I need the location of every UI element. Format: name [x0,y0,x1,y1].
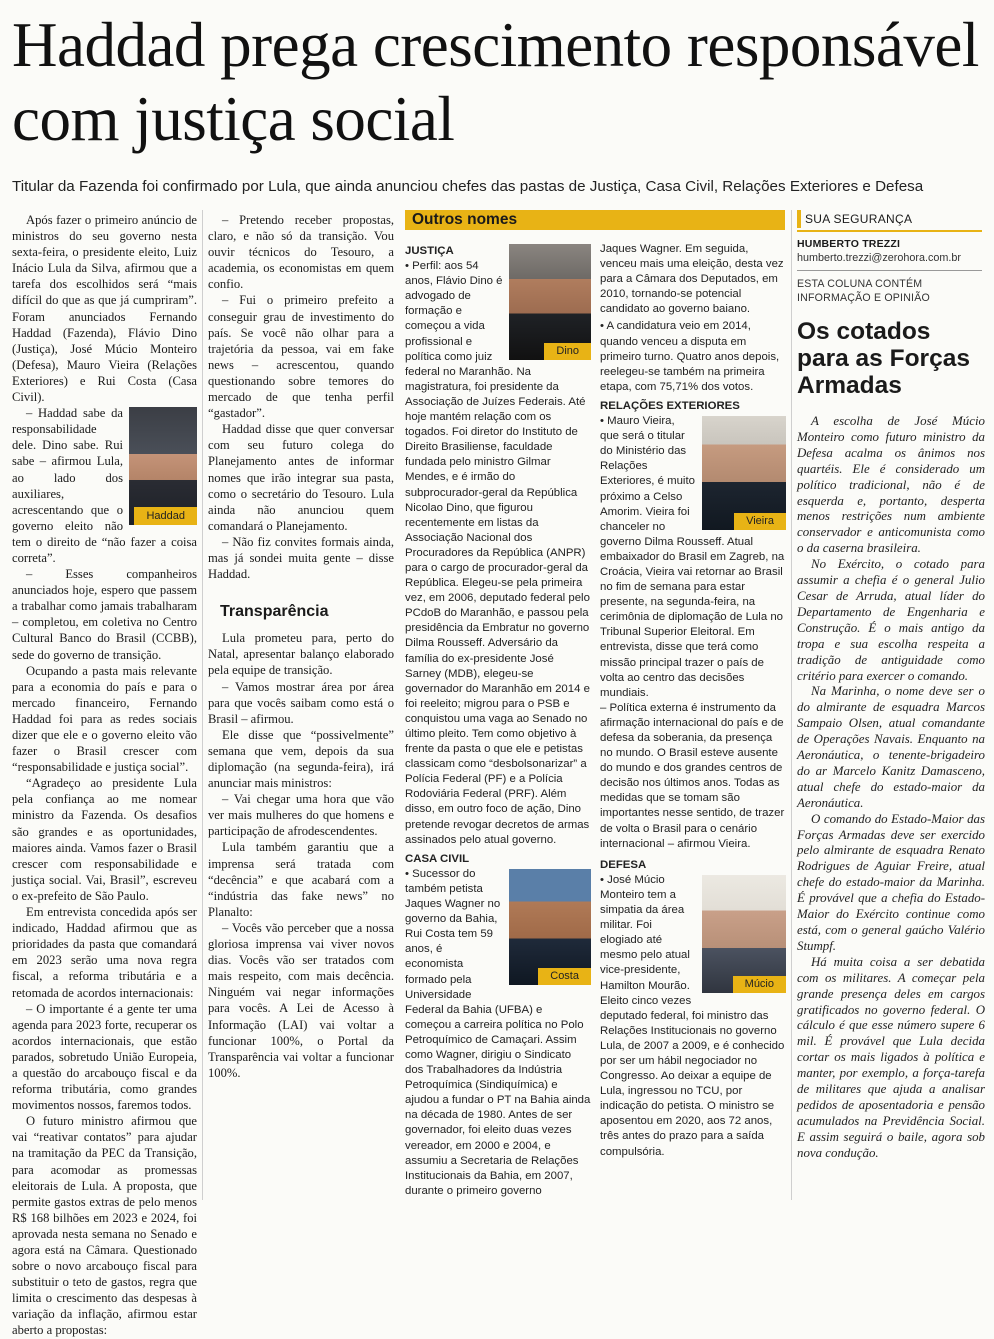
profile-text: • Mauro Vieira, que será o titular do Ministério das Relações Exteriores, é muito próximo a Celso Amorim. Vieira foi chanceler no governo Dilma Rousseff. Atual embaixador do Brasil em Zagreb, na Croácia, Vieira vai retornar ao Brasil no fim de semana para estar presente, na segunda-feira, na cerimônia de diplomação de Lula no Tribunal Superior Eleitoral. Em entrevista, disse que terá como missão principal trazer o país de volta ao centro das decisões mundiais. [600,415,785,699]
article-paragraph: Em entrevista concedida após ser indicado, Haddad afirmou que as prioridades da pasta que comandará em 2023 serão uma nova regra fiscal, a reforma tributária e a retomada de acordos internacionais: [12,905,197,1000]
dino-photo [509,244,591,360]
divider [797,270,982,271]
column-body [797,414,985,1204]
article-paragraph: “Agradeço ao presidente Lula pela confiança ao me nomear ministro da Fazenda. Os desafios são grandes e as oportunidades, maiores ainda. Vamos fazer o Brasil crescer com responsabilidade e justiça social. Vai, Brasil”, escreveu o ex-prefeito de São Paulo. [12,776,197,903]
article-paragraph: – Haddad sabe da responsabilidade dele. Dino sabe. Rui sabe – afirmou Lula, ao lado dos auxiliares, acrescentando que o governo eleito não tem o direito de “não fazer a coisa correta”. [12,406,197,565]
section-label-justica: JUSTIÇA [405,245,454,257]
haddad-photo [129,407,197,525]
outros-column-2 [600,242,786,1202]
vieira-photo [702,416,786,530]
profile-text: • Perfil: aos 54 anos, Flávio Dino é advogado de formação e começou a vida profissional e política como juiz federal no Maranhão. Na magistratura, foi presidente da Associação de Juízes Federais. Até hoje mantém relação com os togados. Foi diretor do Instituto de Direito Brasiliense, faculdade fundada pelo ministro Gilmar Mendes, e é irmão do subprocurador-geral da República Nicolao Dino, que figurou recentemente em listas da Associação Nacional dos Procuradores da República (ANPR) para o cargo de procurador-geral da República. Elegeu-se pela primeira vez, em 2006, deputado federal pelo PCdoB do Maranhão, e passou pela presidência da Embratur no governo Dilma Rousseff. Adversário da família do ex-presidente José Sarney (MDB), elegeu-se governador do Maranhão em 2014 e foi reeleito; migrou para o PSB e conquistou uma vaga ao Senado no último pleito. Tem como objetivo à frente da pasta o que ele e petistas classicam como “desbolsonarizar” a Polícia Federal (PF) e a Polícia Rodoviária Federal (PRF). Além disso, em outro foco de ação, Dino pretende revogar decretos de armas assinados pelo atual governo. [405,260,590,846]
column-divider [791,210,792,1200]
article-column-1 [12,212,197,1338]
column-paragraph: O comando do Estado-Maior das Forças Armadas deve ser exercido pelo almirante de esquadra Renato Rodrigues de Aguiar Freire, atual chefe do estado-maior da Marinha. É provável que a chefia do Estado-Maior do Exército continue como está, com o general gaúcho Valério Stumpf. [797,811,985,953]
column-paragraph: No Exército, o cotado para assumir a chefia é o general Julio Cesar de Arruda, atual líder do Departamento de Engenharia e Construção. É o mais antigo da tropa e sua escolha respeita a tradição de antiguidade como critério para exercer o comando. [797,557,985,683]
photo-caption: Costa [538,968,591,985]
photo-caption: Vieira [734,513,786,530]
article-paragraph: – Pretendo receber propostas, claro, e não só da transição. Vou ouvir técnicos do Tesouro, a academia, os economistas em quem confio. [208,213,394,292]
costa-photo [509,869,591,985]
article-paragraph: – Não fiz convites formais ainda, mas já sondei muita gente – disse Haddad. [208,534,394,582]
article-paragraph: – Vai chegar uma hora que vão ver mais mulheres do que homens e participação de afrodescendentes. [208,792,394,839]
outros-column-1 [405,242,591,1202]
article-paragraph: Ocupando a pasta mais relevante para a economia do país e para o mercado financeiro, Fernando Haddad foi para as redes sociais dizer que ele e o governo eleito vão fazer o Brasil crescer com “responsabilidade e justiça social”. [12,663,197,775]
headline: Haddad prega crescimento responsável com justiça social [12,10,979,154]
article-paragraph: Lula também garantiu que a imprensa será tratada com “decência” e que acabará com a “indústria das fake news” no Planalto: [208,840,394,919]
profile-text: • A candidatura veio em 2014, quando venceu a disputa em primeiro turno. Quatro anos depois, reelegeu-se também na primeira etapa, com 75,71% dos votos. [600,320,780,393]
columnist-email: humberto.trezzi@zerohora.com.br [797,252,961,264]
column-paragraph: Há muita coisa a ser debatida com os militares. A começar pela grande presença deles em cargos gratificados no governo federal. O cálculo é que esse número supere 6 mil. É provável que Lula decida cortar os mais ligados à política e manter, por exemplo, a força-tarefa de militares que ajuda a analisar pedidos de aposentadoria e pensão acumulados na Previdência Social. E assim seguirá o baile, agora sob nova condução. [797,954,985,1160]
column-title: Os cotados para as Forças Armadas [797,318,970,399]
column-paragraph: A escolha de José Múcio Monteiro como futuro ministro da Defesa acalma os ânimos nos quartéis. Ele é considerado um político tradicional, não é de esquerda e, portanto, desperta menos restrições num ambiente conservador e anticomunista como o da caserna brasileira. [797,414,985,556]
photo-caption: Múcio [733,976,786,993]
article-paragraph: – Fui o primeiro prefeito a conseguir grau de investimento do país. Se você não olhar para a trajetória da pessoa, vai em fake news – acrescentou, quando questionando sobre temores do mercado de que tenha perfil “gastador”. [208,293,394,421]
article-paragraph: – Vocês vão perceber que a nossa gloriosa imprensa vai viver novos dias. Vocês vão ser tratados com mais respeito, com mais decência. Ninguém vai negar informações para vocês. A Lei de Acesso à Informação (LAI) vai voltar a funcionar 100%, o Portal da Transparência vai voltar a funcionar 100%. [208,920,394,1080]
article-paragraph: – O importante é a gente ter uma agenda para 2023 forte, recuperar os acordos internacionais, que estão parados, sobretudo União Europeia, a questão do arcabouço fiscal e da reforma tributária, como grandes movimentos nossos, faremos todos. [12,1001,197,1113]
profile-text: • Sucessor do também petista Jaques Wagner no governo da Bahia, Rui Costa tem 59 anos, é economista formado pela Universidade Federal da Bahia (UFBA) e começou a carreira política no Polo Petroquímico de Camaçari. Assim como Wagner, dirigiu o Sindicato dos Trabalhadores da Indústria Petroquímica (Sindiquímica) e ajudou a fundar o PT na Bahia ainda na década de 1980. Antes de ser governador, foi eleito duas vezes vereador, em 2000 e 2004, e assumiu a Secretaria de Relações Institucionais da Bahia, em 2007, durante o primeiro governo [405,867,591,1197]
columnist-name: HUMBERTO TREZZI [797,238,901,250]
profile-text: – Política externa é instrumento da afirmação internacional do país e de defesa da soberania, da presença no mundo. O Brasil esteve ausente do mundo e dos grandes centros de decisão nos últimos anos. Todas as medidas que se tomam são importantes nesse sentido, de trazer de volta o Brasil para o cenário internacional – afirmou Vieira. [600,701,785,850]
section-label-casa-civil: CASA CIVIL [405,852,470,865]
article-paragraph: Ele disse que “possivelmente” semana que vem, depois da sua diplomação (na segunda-feira), irá anunciar mais ministros: [208,727,394,791]
profile-text: • José Múcio Monteiro tem a simpatia da área militar. Foi elogiado até mesmo pelo atual vice-presidente, Hamilton Mourão. Eleito cinco vezes deputado federal, foi ministro das Relações Institucionais no governo Lula, de 2007 a 2009, e é conhecido por ser um hábil negociador no Congresso. Ao deixar a equipe de Lula, ingressou no TCU, por indicação do petista. O ministro se aposentou em 2020, aos 72 anos, três antes do prazo para a saída compulsória. [600,873,785,1158]
section-heading: Transparência [220,603,329,621]
article-paragraph: O futuro ministro afirmou que vai “reativar contatos” para ajudar na tramitação da PEC da Transição, para acomodar as promessas eleitorais de Lula. A proposta, que permite gastos extras de pelo menos R$ 168 bilhões em 2023 e 2024, foi aprovada nesta semana no Senado e agora está na Câmara. Questionado sobre o novo arcabouço fiscal para substituir o teto de gastos, regra que limita o crescimento das despesas à variação da inflação, afirmou estar aberto a propostas: [12,1114,197,1338]
column-divider [202,210,203,1200]
article-paragraph: Lula prometeu para, perto do Natal, apresentar balanço elaborado pela equipe de transição. [208,631,394,678]
column-disclaimer: ESTA COLUNA CONTÉM INFORMAÇÃO E OPINIÃO [797,278,930,304]
photo-caption: Haddad [134,507,197,525]
profile-text: Jaques Wagner. Em seguida, venceu mais uma eleição, desta vez para a Câmara dos Deputados, em 2010, tornando-se potencial candidato ao governo baiano. [600,243,784,316]
article-paragraph: – Esses companheiros anunciados hoje, espero que passem a trabalhar como jamais trabalharam – completou, em coletiva no Centro Cultural Banco do Brasil (CCBB), sede do governo de transição. [12,567,197,662]
section-label-relacoes: RELAÇÕES EXTERIORES [600,399,740,412]
article-column-2 [208,212,394,1202]
column-section-label [797,210,982,232]
section-label-defesa: DEFESA [600,858,647,871]
article-paragraph: Haddad disse que quer conversar com seu futuro colega do Planejamento antes de informar nomes que irão integrar sua pasta, como o secretário do Tesouro. Lula ainda não anunciou quem comandará o Planejamento. [208,422,394,533]
article-paragraph: Após fazer o primeiro anúncio de ministros do seu governo nesta sexta-feira, o presidente eleito, Luiz Inácio Lula da Silva, afirmou que a tarefa dos escolhidos será “mais difícil do que as que já cumpriram”. Foram anunciados Fernando Haddad (Fazenda), Flávio Dino (Justiça), José Múcio Monteiro (Defesa), Mauro Vieira (Relações Exteriores) e Rui Costa (Casa Civil). [12,213,197,405]
outros-nomes-title: Outros nomes [412,211,518,228]
subheadline: Titular da Fazenda foi confirmado por Lula, que ainda anunciou chefes das pastas de Justiça, Casa Civil, Relações Exteriores e Defesa [12,178,924,195]
article-paragraph: – Vamos mostrar área por área para que vocês saibam como está o Brasil – afirmou. [208,679,394,726]
photo-caption: Dino [544,343,591,360]
section-name: SUA SEGURANÇA [797,210,916,228]
mucio-photo [702,875,786,993]
column-paragraph: Na Marinha, o nome deve ser o do almirante de esquadra Marcos Sampaio Olsen, atual comandante de Operações Navais. Enquanto na Aeronáutica, o tenente-brigadeiro do ar Marcelo Kanitz Damasceno, atual chefe do estado-maior da Aeronáutica. [797,684,985,810]
